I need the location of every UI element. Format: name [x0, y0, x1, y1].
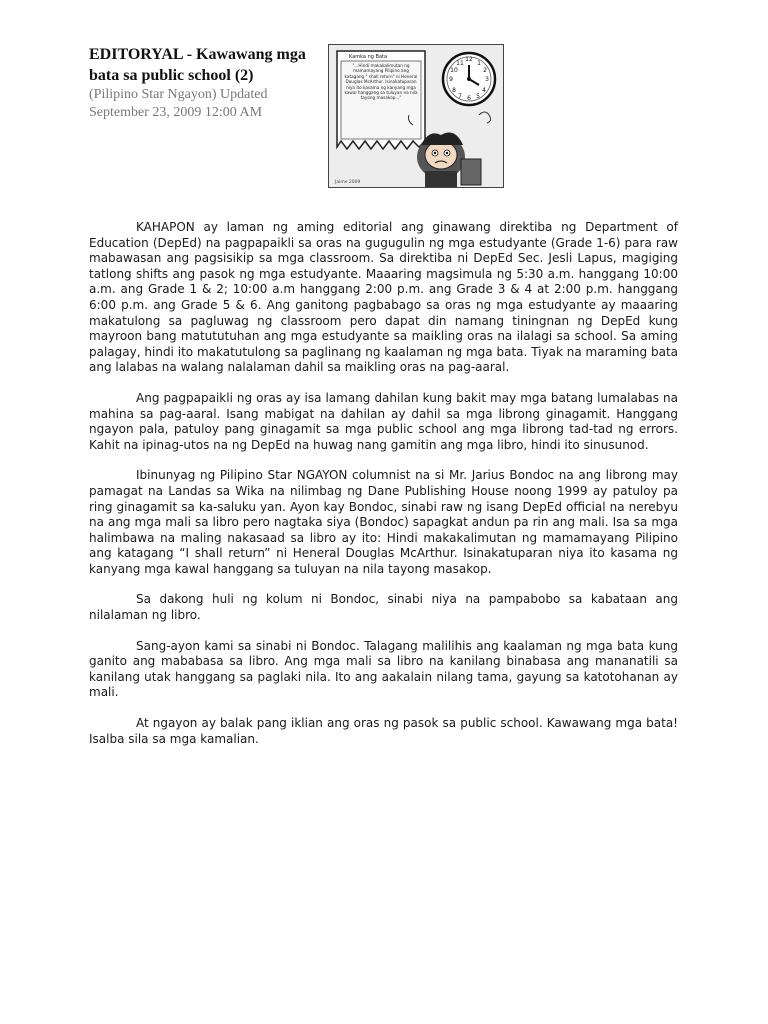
- article-header: [89, 44, 319, 122]
- cartoon-drawing: [329, 45, 503, 187]
- article-date: September 23, 2009 12:00 AM: [89, 105, 263, 120]
- svg-text:8: 8: [452, 87, 456, 94]
- svg-text:2: 2: [483, 67, 487, 74]
- paragraph: Sa dakong huli ng kolum ni Bondoc, sinabi niya na pampabobo sa kabataan ang nilalaman ng libro.: [89, 592, 678, 623]
- svg-text:4: 4: [482, 87, 486, 94]
- paragraph: At ngayon ay balak pang iklian ang oras ng pasok sa public school. Kawawang mga bata! Isalba sila sa mga kamalian.: [89, 716, 678, 746]
- svg-text:12: 12: [465, 56, 473, 63]
- cartoon-caption-title: Kamka ng Bata: [349, 54, 388, 60]
- cartoon-speech: "...Hindi makakalimutan ng mamamayang Pilipino ang katagang " shall return" ni Heneral Douglas McArthur. Isinakatuparan niya ito kasama ng kanyang mga kawal hanggang sa tuluyan na nila tayong masakop...": [344, 63, 418, 101]
- svg-text:7: 7: [458, 93, 462, 100]
- paragraph: Ibinunyag ng Pilipino Star NGAYON columnist na si Mr. Jarius Bondoc na ang librong may pamagat na Landas sa Wika na nilimbag ng Dane Publishing House noong 1999 ay patuloy pa ring ginagamit sa ka-saluku yan. Ayon kay Bondoc, sinabi raw ng isang DepEd official na nerebyu na ang mga mali sa libro pero nagtaka siya (Bondoc) sapagkat andun pa rin ang mali. Isa sa mga halimbawa na maling nakasaad sa libro ay ito: Hindi makakalimutan ng mamamayang Pilipino ang katagang “I shall return” ni Heneral Douglas McArthur. Isinakatuparan niya ito kasama ng kanyang mga kawal hanggang sa tuluyan na nila tayong masakop.: [89, 468, 678, 576]
- paragraph: KAHAPON ay laman ng aming editorial ang ginawang direktiba ng Department of Education (DepEd) na pagpapaikli sa oras na gugugulin ng mga estudyante (Grade 1-6) para raw mabawasan ang pagsisikip sa mga classroom. Sa direktiba ni DepEd Sec. Jesli Lapus, magiging tatlong shifts ang pasok ng mga estudyante. Maaaring magsimula ng 5:30 a.m. hanggang 10:00 a.m. ang Grade 1 & 2; 10:00 a.m hanggang 2:00 p.m. ang Grade 3 & 4 at 2:00 p.m. hanggang 6:00 p.m. ang Grade 5 & 6. Ang ganitong pagbabago sa oras ng mga estudyante ay maaaring makatulong sa pagluwag ng classroom pero dapat din namang tiningnan ng DepEd kung mayroon bang matututuhan ang mga estudyante sa maikling oras na ilalagi sa school. Sa aming palagay, hindi ito makatutulong sa paglinang ng kaalaman ng mga bata. Tiyak na maraming bata ang lalabas na walang nalalaman dahil sa maikling oras na pag-aaral.: [89, 220, 678, 375]
- article-title: EDITORYAL - Kawawang mga bata sa public school (2): [89, 46, 306, 84]
- svg-text:10: 10: [450, 67, 458, 74]
- paragraph: Ang pagpapaikli ng oras ay isa lamang dahilan kung bakit may mga batang lumalabas na mahina sa pag-aaral. Isang mabigat na dahilan ay dahil sa mga librong ginagamit. Hanggang ngayon pala, patuloy pang ginagamit sa mga public school ang mga librong tad-tad ng errors. Kahit na ipinag-utos na ng DepEd na huwag nang gamitin ang mga libro, hindi ito sinusunod.: [89, 390, 678, 452]
- article-source: (Pilipino Star Ngayon) Updated: [89, 87, 268, 102]
- svg-text:1: 1: [477, 60, 481, 67]
- editorial-cartoon: [328, 44, 504, 188]
- svg-text:5: 5: [476, 93, 480, 100]
- article-body: [89, 220, 678, 762]
- paragraph: Sang-ayon kami sa sinabi ni Bondoc. Talagang malilihis ang kaalaman ng mga bata kung ganito ang mababasa sa libro. Ang mga mali sa libro na kanilang binabasa ang mananatili sa kanilang utak hanggang sa paglaki nila. Ito ang aakalain nilang tama, gayung sa katotohanan ay mali.: [89, 638, 678, 700]
- svg-text:9: 9: [449, 76, 453, 83]
- cartoon-signature: Jaime 2009: [335, 180, 361, 185]
- svg-text:11: 11: [456, 60, 464, 67]
- svg-text:6: 6: [467, 95, 471, 102]
- svg-text:3: 3: [485, 76, 489, 83]
